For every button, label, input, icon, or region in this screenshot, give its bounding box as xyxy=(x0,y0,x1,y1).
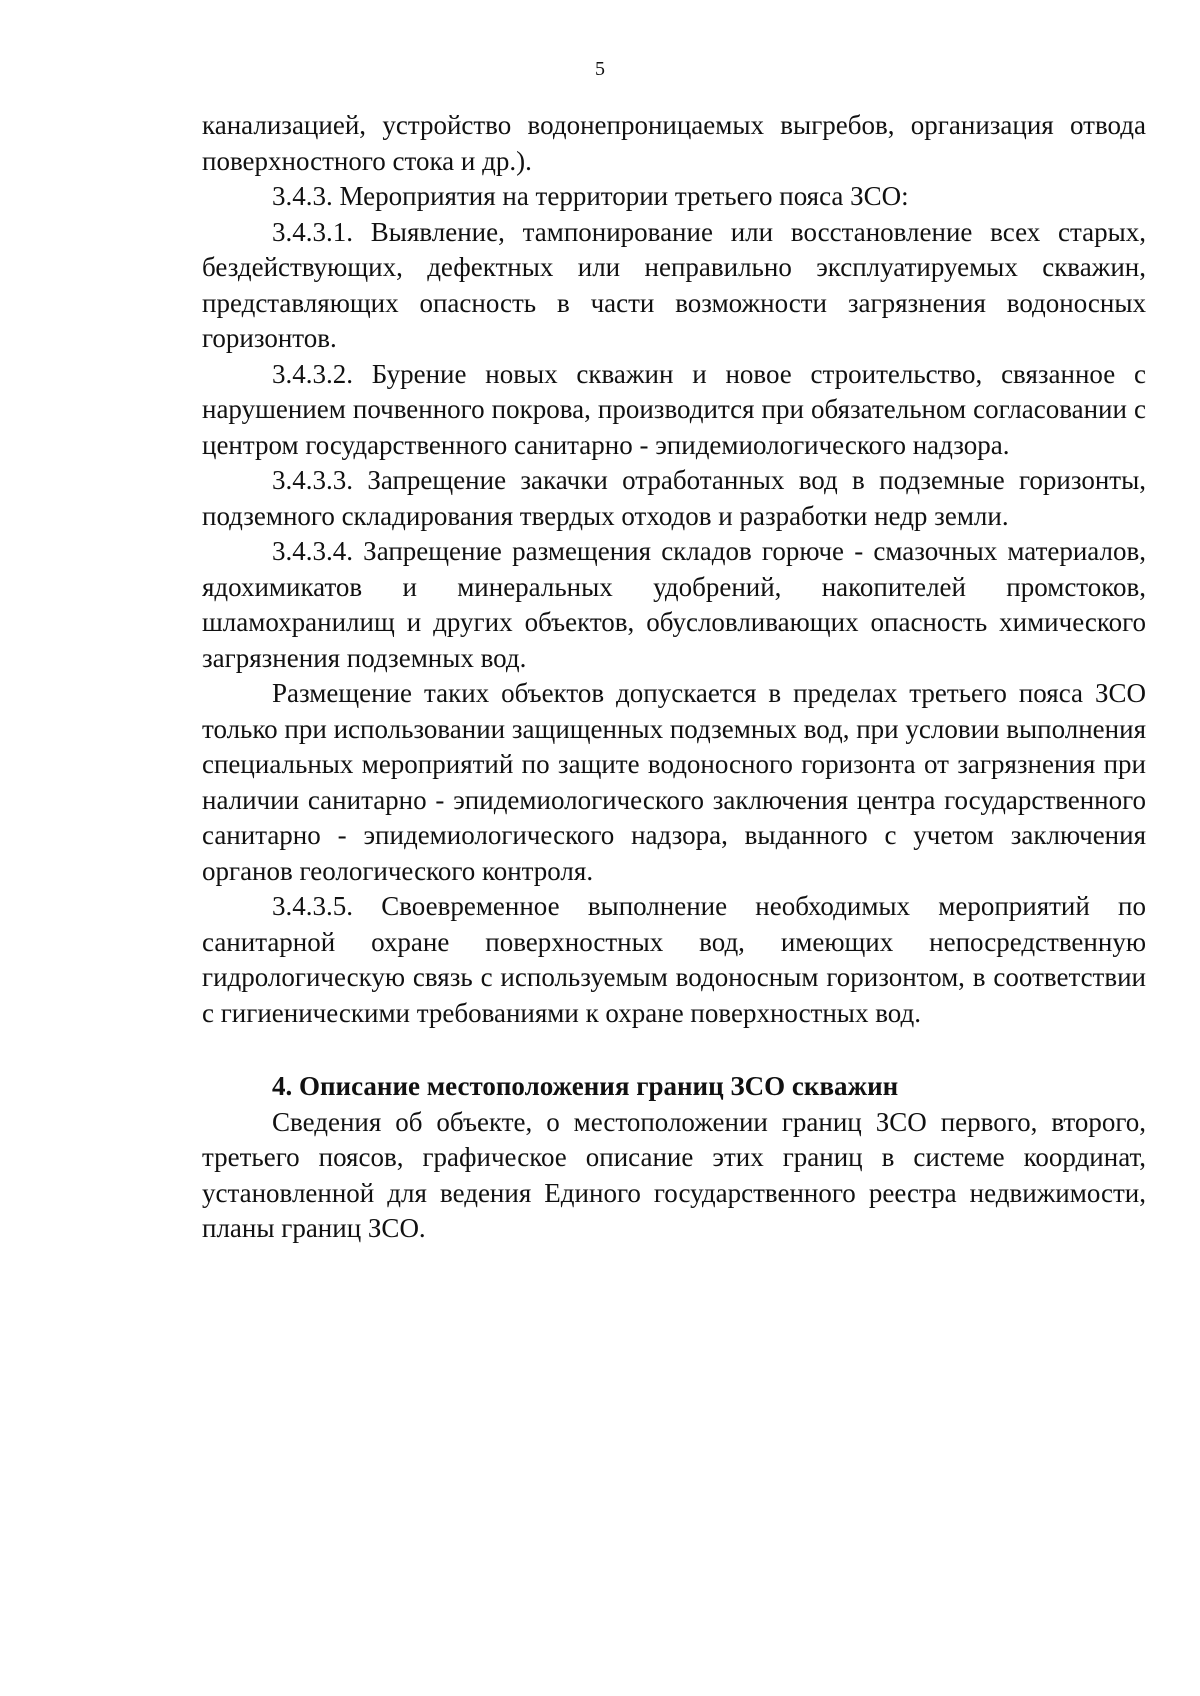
section-body: Сведения об объекте, о местоположении границ ЗСО первого, второго, третьего поясов, графическое описание этих границ в системе координат, установленной для ведения Единого государственного реестра недвижимости, планы границ ЗСО. xyxy=(202,1106,1146,1243)
paragraph-3-4-3-5: 3.4.3.5. Своевременное выполнение необходимых мероприятий по санитарной охране поверхностных вод, имеющих непосредственную гидрологическую связь с используемым водоносным горизонтом, в соответствии с гигиеническими требованиями к охране поверхностных вод. xyxy=(202,891,1146,1028)
section-heading: 4. Описание местоположения границ ЗСО скважин xyxy=(272,1071,899,1101)
paragraph-placement-conditions: Размещение таких объектов допускается в пределах третьего пояса ЗСО только при использовании защищенных подземных вод, при условии выполнения специальных мероприятий по защите водоносного горизонта от загрязнения при наличии санитарно - эпидемиологического заключения центра государственного санитарно - эпидемиологического надзора, выданного с учетом заключения органов геологического контроля. xyxy=(202,678,1146,886)
paragraph-3-4-3-1: 3.4.3.1. Выявление, тампонирование или восстановление всех старых, бездействующих, дефектных или неправильно эксплуатируемых скважин, представляющих опасность в части возможности загрязнения водоносных горизонтов. xyxy=(202,216,1146,353)
paragraph-3-4-3-2: 3.4.3.2. Бурение новых скважин и новое строительство, связанное с нарушением почвенного покрова, производится при обязательном согласовании с центром государственного санитарно - эпидемиологического надзора. xyxy=(202,358,1146,460)
paragraph-3-4-3-3: 3.4.3.3. Запрещение закачки отработанных вод в подземные горизонты, подземного складирования твердых отходов и разработки недр земли. xyxy=(202,465,1146,531)
paragraph-3-4-3-4: 3.4.3.4. Запрещение размещения складов горюче - смазочных материалов, ядохимикатов и минеральных удобрений, накопителей промстоков, шламохранилищ и других объектов, обусловливающих опасность химического загрязнения подземных вод. xyxy=(202,536,1146,673)
paragraph-3-4-3: 3.4.3. Мероприятия на территории третьего пояса ЗСО: xyxy=(272,181,909,211)
paragraph-continuation: канализацией, устройство водонепроницаемых выгребов, организация отвода поверхностного стока и др.). xyxy=(202,110,1146,176)
document-body xyxy=(202,108,1146,1247)
page-number: 5 xyxy=(595,58,605,80)
